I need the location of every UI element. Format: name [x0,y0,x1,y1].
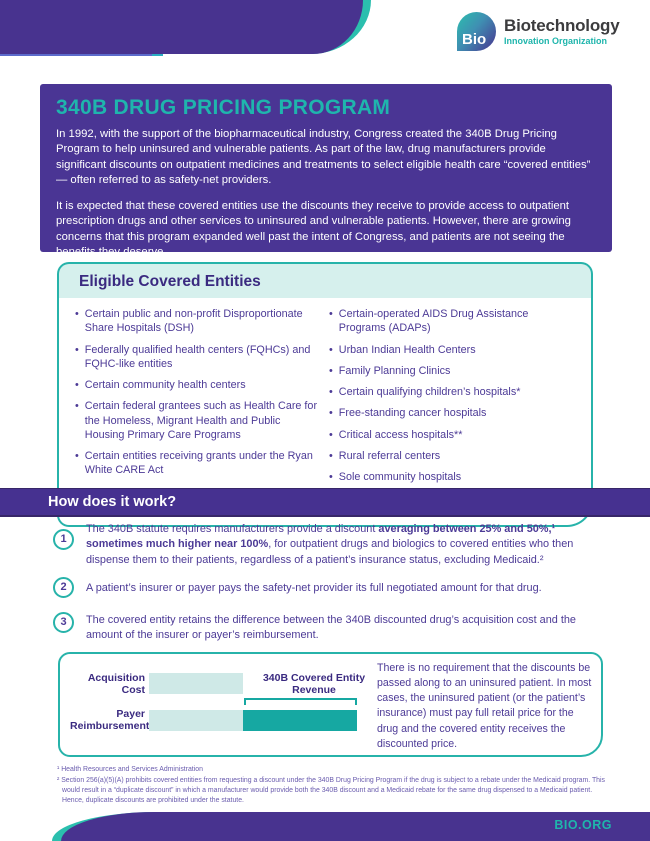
list-item-label: Family Planning Clinics [338,364,451,377]
bullet-icon [329,343,333,357]
list-item [329,428,583,442]
hero-paragraph-2: It is expected that these covered entities use the discounts they receive to provide access to outpatient prescription drugs and other services to uninsured and vulnerable patients. However, there are growing concerns that this program expanded well past the intent of Congress, and patients are not seeing the benefits they deserve. [56,199,571,259]
bullet-icon [75,343,79,372]
list-item-label: Critical access hospitals** [338,428,463,441]
reimbursement-diagram-panel [58,652,603,757]
revenue-bracket [244,698,357,705]
list-item-label: Free-standing cancer hospitals [338,407,487,420]
logo-subtitle: Innovation Organization [504,36,607,46]
logo-wordmark [504,17,619,46]
bio-logo [457,12,619,51]
footnote-2: ² Section 256(a)(5)(A) prohibits covered entities from requesting a discount under the 340B Drug Pricing Program if the drug is subject to a rebate under the Medicaid program. This would result in a “duplicate discount” in which a manufacturer would provide both the 340B discount and a Medicaid rebate for the same drug dispensed to a Medicaid patient. Hence, duplicate discounts are prohibited under the statute. [57,777,605,804]
eligible-entities-panel [57,262,593,527]
payer-bar-dark-segment [243,710,357,731]
bullet-icon [329,428,333,442]
footer-site-link[interactable]: BIO.ORG [554,818,612,832]
list-item [329,343,583,357]
list-item [75,307,329,336]
list-item [329,406,583,420]
bullet-icon [75,399,79,442]
step-2-badge: 2 [53,577,74,598]
bullet-icon [329,470,333,484]
discount-note: There is no requirement that the discounts be passed along to an uninsured patient. In most cases, the uninsured patient (or the patient’s insurance) must pay full retail price for the drug and the covered entity receives the discounted price. [377,662,592,750]
list-item-label: Certain community health centers [84,379,246,391]
bullet-icon [75,449,79,478]
list-item [329,364,583,378]
list-item [329,470,583,484]
list-item [75,449,329,478]
bullet-icon [329,364,333,378]
footnote-1: ¹ Health Resources and Services Administration [57,766,203,773]
list-item-label: Urban Indian Health Centers [338,343,476,356]
eligible-entities-header [57,262,593,298]
bullet-icon [329,449,333,463]
hero-section [40,84,612,259]
list-item-label: Certain qualifying children’s hospitals* [338,386,521,398]
acquisition-cost-label: Acquisition Cost [87,672,145,697]
bullet-icon [329,406,333,420]
page-title: 340B DRUG PRICING PROGRAM [56,96,391,119]
step-3-badge: 3 [53,612,74,633]
eligible-right-column [329,307,583,513]
bullet-icon [329,385,333,399]
header-purple-bar [0,0,363,54]
bullet-icon [75,307,79,336]
bio-leaf-icon [457,12,496,51]
payer-reimbursement-label: Payer Reimbursement [70,708,150,733]
logo-bio-text: Bio [462,31,487,48]
how-it-works-title: How does it work? [48,494,177,510]
step-3-text: The covered entity retains the difference between the 340B discounted drug’s acquisition cost and the amount of the insurer or payer’s reimbursement. [86,614,576,642]
payer-reimbursement-bar [149,710,357,731]
list-item-label: Federally qualified health centers (FQHCs) and FQHC-like entities [84,343,311,370]
bullet-icon [329,307,333,336]
how-it-works-band [0,488,650,517]
step-1-badge: 1 [53,529,74,550]
step-1-text: The 340B statute requires manufacturers provide a discount averaging between 25% and 50%,¹ sometimes much higher near 100%, for outpatient drugs and biologics to covered entities who then dispense them to their patients, regardless of a patient’s insurance status, excluding Medicaid.² [86,523,574,566]
list-item-label: Certain federal grantees such as Health Care for the Homeless, Migrant Health and Public Housing Primary Care Programs [84,400,318,441]
acquisition-cost-bar [149,673,243,694]
list-item-label: Certain public and non-profit Disproportionate Share Hospitals (DSH) [84,308,303,335]
list-item-label: Certain entities receiving grants under the Ryan White CARE Act [84,450,313,477]
list-item-label: Sole community hospitals [338,471,462,483]
payer-bar-light-segment [149,710,243,731]
list-item [329,385,583,399]
eligible-entities-title: Eligible Covered Entities [79,273,261,290]
list-item [75,378,329,392]
list-item [75,343,329,372]
eligible-left-column [75,307,329,513]
header-underline-teal [152,54,163,56]
covered-entity-revenue-label: 340B Covered Entity Revenue [262,672,366,697]
list-item-label: Rural referral centers [338,449,441,462]
list-item-label: Certain-operated AIDS Drug Assistance Programs (ADAPs) [338,308,529,335]
logo-name: Biotechnology [504,16,620,35]
list-item [329,307,583,336]
step-2-text: A patient’s insurer or payer pays the safety-net provider its full negotiated amount for that drug. [86,582,542,594]
list-item [75,399,329,442]
footnotes [57,765,605,807]
header-underline-blue [0,54,152,56]
list-item [329,449,583,463]
hero-paragraph-1: In 1992, with the support of the biopharmaceutical industry, Congress created the 340B Drug Pricing Program to help uninsured and vulnerable patients. As part of the law, drug manufacturers provide significant discounts on outpatient medicines and treatments to select eligible health care “covered entities” — often referred to as safety-net providers. [56,128,591,187]
bullet-icon [75,378,79,392]
